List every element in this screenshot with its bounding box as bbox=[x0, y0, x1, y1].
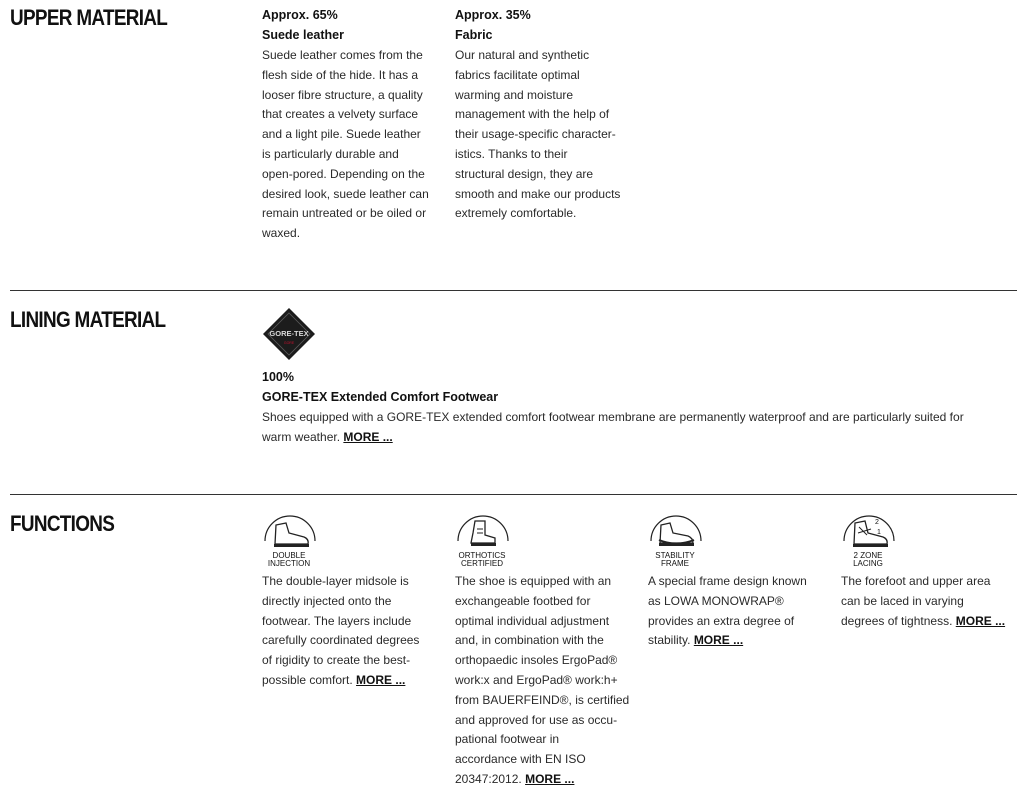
svg-text:FRAME: FRAME bbox=[661, 559, 689, 567]
upper-material-title: UPPER MATERIAL bbox=[10, 5, 168, 30]
two-zone-lacing-more-link[interactable]: MORE ... bbox=[955, 613, 1006, 628]
two-zone-lacing-icon bbox=[841, 511, 897, 567]
material-description: Our natural and synthetic fabrics facilitate optimal warming and moisture management with the help of their usage-specific character- istics. Thanks to their structural design, they are smooth and make our products extremely comfortable. bbox=[455, 48, 621, 221]
material-fabric bbox=[455, 5, 640, 224]
section-divider bbox=[10, 494, 1017, 495]
double-injection-more-link[interactable]: MORE ... bbox=[356, 672, 406, 687]
lining-more-link[interactable]: MORE ... bbox=[343, 429, 393, 444]
function-description: The shoe is equipped with an exchangeable footbed for optimal individual adjustment and, in combination with the orthopaedic insoles ErgoPad® work:x and ErgoPad® work:h+ from BAUERFEIND®, is certified and approved for use as occu- pational footwear in accordance with EN ISO 20347:2012. MORE ... bbox=[455, 574, 630, 786]
svg-text:ORTHOTICS: ORTHOTICS bbox=[458, 551, 506, 560]
lining-name: GORE-TEX Extended Comfort Footwear bbox=[262, 390, 499, 404]
function-orthotics-certified bbox=[455, 511, 640, 790]
material-description: Suede leather comes from the flesh side of the hide. It has a looser fibre structure, a quality that creates a velvety surface and a light pile. Suede leather is particularly durable and open-pored. Depending on the desired look, suede leather can remain untreated or be oiled or waxed. bbox=[262, 48, 429, 241]
svg-text:1: 1 bbox=[877, 529, 881, 536]
svg-text:INJECTION: INJECTION bbox=[267, 559, 311, 567]
material-percent: Approx. 35% bbox=[455, 8, 531, 22]
svg-text:2: 2 bbox=[875, 519, 879, 526]
svg-text:STABILITY: STABILITY bbox=[655, 551, 695, 560]
function-double-injection bbox=[262, 511, 447, 691]
double-injection-icon bbox=[262, 511, 318, 567]
gore-tex-badge-icon bbox=[262, 307, 316, 361]
function-description: A special frame design known as LOWA MONOWRAP® provides an extra degree of stability. MORE ... bbox=[648, 574, 807, 648]
stability-frame-icon bbox=[648, 511, 704, 567]
svg-text:CERTIFIED: CERTIFIED bbox=[460, 559, 504, 567]
orthotics-more-link[interactable]: MORE ... bbox=[525, 771, 575, 786]
functions-title: FUNCTIONS bbox=[10, 511, 115, 536]
stability-more-link[interactable]: MORE ... bbox=[693, 633, 744, 648]
function-stability-frame bbox=[648, 511, 833, 651]
function-description: The double-layer midsole is directly injected onto the footwear. The layers include carefully coordinated degrees of rigidity to create the best- possible comfort. MORE ... bbox=[262, 574, 420, 687]
svg-text:GORE: GORE bbox=[283, 341, 295, 345]
function-description: The forefoot and upper area can be laced in varying degrees of tightness. MORE ... bbox=[841, 574, 1006, 628]
svg-text:GORE-TEX: GORE-TEX bbox=[269, 329, 309, 338]
svg-text:DOUBLE: DOUBLE bbox=[272, 551, 306, 560]
lining-details bbox=[262, 367, 1017, 448]
material-name: Suede leather bbox=[262, 28, 344, 42]
upper-material-section bbox=[10, 5, 1017, 245]
section-divider bbox=[10, 290, 1017, 291]
material-percent: Approx. 65% bbox=[262, 8, 338, 22]
orthotics-certified-icon bbox=[455, 511, 511, 567]
lining-percent: 100% bbox=[262, 370, 294, 384]
lining-material-section bbox=[10, 307, 1017, 457]
svg-text:2 ZONE: 2 ZONE bbox=[853, 551, 883, 560]
svg-text:LACING: LACING bbox=[853, 559, 883, 567]
material-name: Fabric bbox=[455, 28, 493, 42]
function-two-zone-lacing bbox=[841, 511, 1021, 631]
functions-section bbox=[10, 511, 1017, 796]
lining-material-title: LINING MATERIAL bbox=[10, 307, 166, 332]
material-suede bbox=[262, 5, 447, 244]
lining-description: Shoes equipped with a GORE-TEX extended comfort footwear membrane are permanently waterproof and are particularly suited for warm weather. MORE ... bbox=[262, 410, 964, 444]
